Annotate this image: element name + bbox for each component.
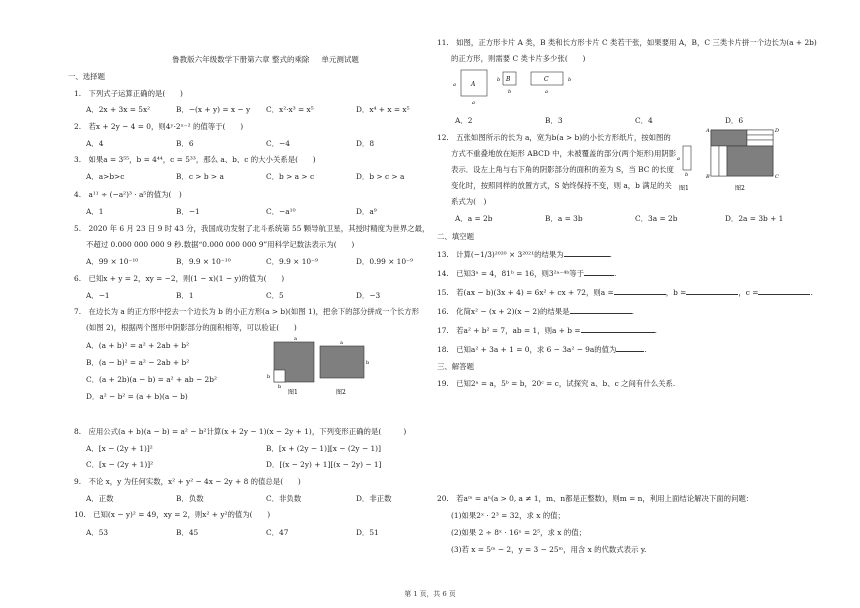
q11-option-c[interactable]: C．4 [635, 116, 653, 125]
q11-option-d[interactable]: D．6 [725, 116, 744, 125]
q12-figure-1 [677, 146, 691, 192]
q3-option-b[interactable]: B．c > b > a [176, 172, 224, 181]
svg-text:A: A [706, 128, 710, 134]
question-14: 14. 已知3ᵃ = 4，81ᵇ = 16，则3²ᵃ⁻⁴ᵇ等于 . [437, 269, 617, 278]
svg-text:A: A [471, 81, 476, 88]
svg-text:b: b [267, 374, 271, 380]
question-19: 19. 已知2ᵃ = a，5ᵇ = b，20ᶜ = c，试探究 a、b、c 之间有什么关系. [437, 379, 676, 388]
page-footer: 第 1 页，共 6 页 [404, 590, 456, 598]
q3-option-c[interactable]: C．b > a > c [266, 172, 315, 181]
section-fill: 二、填空题 [437, 232, 474, 241]
svg-text:a: a [677, 156, 680, 162]
q15-b-blank[interactable] [686, 294, 738, 295]
svg-text:b: b [278, 384, 282, 390]
question-12: 12. 五张如图所示的长为 a，宽为b(a > b)的小长方形纸片，按如图的 [437, 133, 671, 142]
q18-answer-blank[interactable] [616, 351, 644, 352]
q6-option-d[interactable]: D．−3 [356, 291, 381, 300]
section-answer: 三、解答题 [437, 362, 474, 371]
q15-c-blank[interactable] [758, 294, 810, 295]
question-7: 7. 在边长为 a 的正方形中挖去一个边长为 b 的小正方形(a > b)(如图 1)，把余下的部分拼成一个长方形 [74, 307, 420, 316]
right-column [437, 0, 832, 600]
q6-option-a[interactable]: A．−1 [86, 291, 110, 300]
q7-figure-1 [267, 336, 314, 396]
question-11-line2: 的正方形，则需要 C 类卡片多少张( ) [451, 54, 586, 63]
section-choice: 一、选择题 [68, 72, 105, 81]
left-column [68, 0, 463, 600]
q9-option-d[interactable]: D．非正数 [356, 494, 392, 503]
q12-option-d[interactable]: D．2a = 3b + 1 [725, 214, 784, 223]
q8-option-b[interactable]: B．[x + (2y − 1)][x − (2y − 1)] [266, 444, 381, 453]
q10-option-c[interactable]: C．47 [266, 528, 289, 537]
q10-option-a[interactable]: A．53 [86, 528, 109, 537]
q2-option-b[interactable]: B．6 [176, 139, 194, 148]
q16-answer-blank[interactable] [570, 313, 632, 314]
svg-text:C: C [775, 174, 779, 180]
q7-figure-2 [320, 340, 369, 396]
svg-text:D: D [775, 128, 780, 134]
q9-option-a[interactable]: A．正数 [86, 494, 114, 503]
q3-option-d[interactable]: D．b > c > a [356, 172, 405, 181]
svg-text:b: b [497, 77, 501, 83]
svg-text:B: B [506, 76, 511, 83]
q2-option-d[interactable]: D．8 [356, 139, 375, 148]
question-2: 2. 若x + 2y − 4 = 0，则4ʸ·2ˣ⁻² 的值等于( ) [74, 122, 244, 131]
q2-option-a[interactable]: A．4 [86, 139, 104, 148]
question-12-line5: 系式为( ) [451, 197, 487, 206]
question-3: 3. 如果a = 3⁵⁵，b = 4⁴⁴，c = 5³³，那么 a、b、c 的大小关系是( ) [74, 155, 316, 164]
q12-option-b[interactable]: B．a = 3b [545, 214, 583, 223]
svg-text:b: b [366, 360, 370, 366]
q8-option-d[interactable]: D．[(x − 2y) + 1][(x − 2y) − 1] [266, 460, 382, 469]
q6-option-b[interactable]: B．1 [176, 291, 194, 300]
card-b [497, 72, 516, 95]
q11-cards-figure [451, 66, 591, 106]
q1-option-b[interactable]: B．−(x + y) = x − y [176, 105, 251, 114]
question-20: 20. 若aᵐ = aⁿ(a > 0, a ≠ 1，m、n都是正整数)，则m = n，利用上面结论解决下面的问题： [437, 494, 754, 503]
q5-option-a[interactable]: A．99 × 10⁻¹⁰ [86, 257, 139, 266]
svg-text:b: b [685, 172, 689, 178]
q7-figures [264, 336, 370, 398]
q7-figure-2-label: 图2 [336, 389, 346, 396]
question-12-line3: 表示．设左上角与右下角的阴影部分的面积的差为 S，当 BC 的长度 [451, 165, 674, 174]
question-18: 18. 已知a² + 3a + 1 = 0，求 6 − 3a² − 9a的值为 . [437, 345, 647, 354]
q13-answer-blank[interactable] [564, 256, 610, 257]
q8-option-a[interactable]: A．[x − (2y + 1)]² [86, 444, 153, 453]
question-15: 15. 若(ax − b)(3x + 4) = 6x² + cx + 72，则a = ，b = ，c = . [437, 288, 813, 297]
q7-option-a[interactable]: A．(a + b)² = a² + 2ab + b² [86, 341, 190, 350]
q11-option-b[interactable]: B．3 [545, 116, 563, 125]
svg-text:a: a [472, 100, 475, 106]
question-17: 17. 若a² + b² = 7，ab = 1，则a + b = . [437, 326, 657, 335]
svg-text:a: a [453, 82, 456, 88]
q7-option-d[interactable]: D．a² − b² = (a + b)(a − b) [86, 392, 188, 401]
question-9: 9. 不论 x，y 为任何实数，x² + y² − 4x − 2y + 8 的值总是( ) [74, 477, 301, 486]
q12-figure-2 [705, 128, 779, 192]
q10-option-d[interactable]: D．51 [356, 528, 379, 537]
q3-option-a[interactable]: A．a>b>c [86, 172, 125, 181]
q12-option-a[interactable]: A．a = 2b [455, 214, 493, 223]
question-11: 11. 如图，正方形卡片 A 类，B 类和长方形卡片 C 类若干张，如果要用 A，B，C 三类卡片拼一个边长为(a + 2b) [437, 38, 817, 47]
q15-a-blank[interactable] [614, 294, 666, 295]
question-6: 6. 已知x + y = 2，xy = −2，则(1 − x)(1 − y)的值为( ) [74, 274, 285, 283]
svg-text:b: b [568, 77, 572, 83]
question-20-part-1: (1)如果2ˣ · 2³ = 32，求 x 的值； [451, 511, 565, 520]
q14-answer-blank[interactable] [584, 275, 614, 276]
q7-option-c[interactable]: C．(a + 2b)(a − b) = a² + ab − 2b² [86, 375, 217, 384]
question-4: 4. a¹¹ ÷ (−a²)³ · a⁵的值为( ) [74, 190, 182, 199]
q9-option-c[interactable]: C．非负数 [266, 494, 302, 503]
question-5: 5. 2020 年 6 月 23 日 9 时 43 分，我国成功发射了北斗系统第 55 颗导航卫星，其授时精度为世界之最， [74, 224, 430, 233]
q4-option-a[interactable]: A．1 [86, 207, 104, 216]
question-16: 16. 化简x² − (x + 2)(x − 2)的结果是 . [437, 307, 634, 316]
q11-option-a[interactable]: A．2 [455, 116, 473, 125]
page-title: 鲁教版六年级数学下册第六章 整式的乘除 单元测试题 [172, 55, 359, 64]
question-12-line2: 方式不重叠地放在矩形 ABCD 中，未被覆盖的部分(两个矩形)用阴影 [451, 149, 677, 158]
svg-text:a: a [545, 89, 548, 95]
question-20-part-2: (2)如果 2 ÷ 8ˣ · 16ˣ = 2⁵，求 x 的值； [451, 528, 586, 537]
q7-figure-1-label: 图1 [288, 389, 298, 396]
q12-option-c[interactable]: C．3a = 2b [635, 214, 678, 223]
svg-text:B: B [706, 174, 710, 180]
q2-option-c[interactable]: C．−4 [266, 139, 290, 148]
svg-text:C: C [544, 76, 549, 83]
q4-option-d[interactable]: D．a⁹ [356, 207, 377, 216]
q4-option-b[interactable]: B．−1 [176, 207, 200, 216]
q5-option-c[interactable]: C．9.9 × 10⁻⁹ [266, 257, 318, 266]
q1-option-a[interactable]: A．2x + 3x = 5x² [86, 105, 151, 114]
svg-text:b: b [508, 89, 512, 95]
q12-figures [677, 124, 817, 196]
q8-option-c[interactable]: C．[x − (2y + 1)]² [86, 460, 154, 469]
question-1: 1. 下列式子运算正确的是( ) [74, 89, 183, 98]
q7-option-b[interactable]: B．(a − b)² = a² − 2ab + b² [86, 358, 190, 367]
card-a [453, 70, 487, 106]
q10-option-b[interactable]: B．45 [176, 528, 199, 537]
question-10: 10. 已知(x − y)² = 49，xy = 2，则x² + y²的值为( ) [74, 510, 271, 519]
question-7-line2: (如图 2)，根据两个图形中阴影部分的面积相等，可以验证( ) [86, 323, 297, 332]
question-5-line2: 不超过 0.000 000 000 9 秒.数据“0.000 000 000 9”用科学记数法表示为( ) [86, 240, 355, 249]
q4-option-c[interactable]: C．−a¹⁰ [266, 207, 296, 216]
question-8: 8. 应用公式(a + b)(a − b) = a² − b²计算(x + 2y − 1)(x − 2y + 1)，下列变形正确的是( ) [74, 427, 407, 436]
q1-option-c[interactable]: C．x²·x³ = x⁵ [266, 105, 314, 114]
svg-text:a: a [294, 336, 297, 342]
q5-option-d[interactable]: D．0.99 × 10⁻⁹ [356, 257, 413, 266]
card-c [531, 72, 571, 95]
q1-option-d[interactable]: D．x⁴ + x = x⁵ [356, 105, 410, 114]
q17-answer-blank[interactable] [581, 332, 655, 333]
q6-option-c[interactable]: C．5 [266, 291, 284, 300]
question-12-line4: 变化时，按照同样的放置方式，S 始终保持不变，则 a，b 满足的关 [451, 181, 672, 190]
svg-text:图2: 图2 [735, 185, 745, 192]
svg-text:a: a [340, 340, 343, 346]
svg-text:图1: 图1 [679, 185, 689, 192]
q9-option-b[interactable]: B．负数 [176, 494, 204, 503]
q5-option-b[interactable]: B．9.9 × 10⁻¹⁰ [176, 257, 231, 266]
question-13: 13. 计算(−1/3)²⁰²⁰ × 3²⁰²¹的结果为 . [437, 250, 612, 259]
question-20-part-3: (3)若 x = 5ᵐ − 2，y = 3 − 25ᵐ，用含 x 的代数式表示 y. [451, 545, 647, 554]
